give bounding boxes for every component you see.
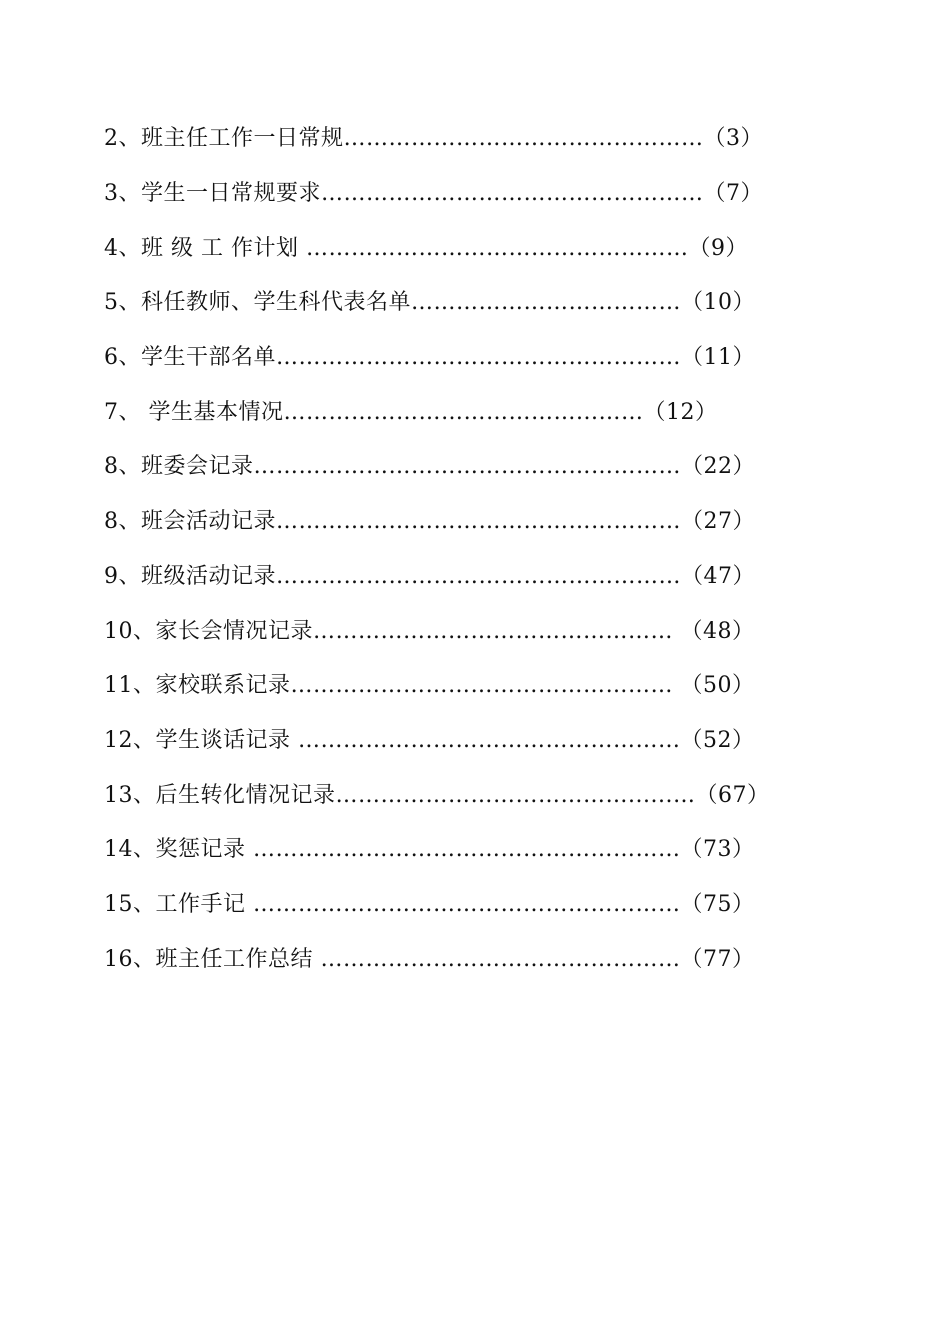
- toc-entry-text: 9、班级活动记录………………………………………………（47）: [104, 563, 755, 589]
- toc-entry: [104, 221, 824, 276]
- toc-entry: [104, 932, 824, 987]
- toc-entry-text: 12、学生谈话记录 ……………………………………………（52）: [104, 727, 755, 753]
- toc-entry-text: 11、家校联系记录…………………………………………… （50）: [104, 673, 755, 699]
- toc-entry-text: 15、工作手记 …………………………………………………（75）: [104, 891, 755, 917]
- toc-entry: [104, 440, 824, 495]
- toc-entry-text: 6、学生干部名单………………………………………………（11）: [104, 345, 755, 371]
- toc-entry: [104, 276, 824, 331]
- toc-entry-text: 3、学生一日常规要求……………………………………………（7）: [104, 181, 763, 207]
- toc-entry-text: 16、班主任工作总结 …………………………………………（77）: [104, 946, 755, 972]
- toc-entry: [104, 167, 824, 222]
- toc-entry: [104, 495, 824, 550]
- toc-entry-text: 4、班 级 工 作计划 ……………………………………………（9）: [104, 235, 748, 261]
- toc-entry: [104, 768, 824, 823]
- toc-entry: [104, 385, 824, 440]
- toc-entry: [104, 331, 824, 386]
- toc-entry-text: 7、 学生基本情况…………………………………...……（12）: [104, 399, 718, 425]
- toc-entry-text: 14、奖惩记录 …………………………………………………（73）: [104, 837, 755, 863]
- toc-entry: [104, 714, 824, 769]
- toc-entry: [104, 550, 824, 605]
- toc-entry: [104, 112, 824, 167]
- toc-entry: [104, 604, 824, 659]
- toc-entry-text: 13、后生转化情况记录…………………………………......…（67）: [104, 782, 770, 808]
- toc-entry: [104, 823, 824, 878]
- toc-entry-text: 8、班会活动记录………………………………………………（27）: [104, 509, 755, 535]
- toc-entry-text: 8、班委会记录…………………………………………………（22）: [104, 454, 755, 480]
- toc-entry-text: 2、班主任工作一日常规…………………………………………（3）: [104, 126, 763, 152]
- toc-entry: [104, 878, 824, 933]
- toc-entry-text: 10、家长会情况记录………………………………………… （48）: [104, 618, 755, 644]
- toc-entry-text: 5、科任教师、学生科代表名单………………………………（10）: [104, 290, 755, 316]
- toc-entry: [104, 659, 824, 714]
- table-of-contents: [104, 112, 824, 987]
